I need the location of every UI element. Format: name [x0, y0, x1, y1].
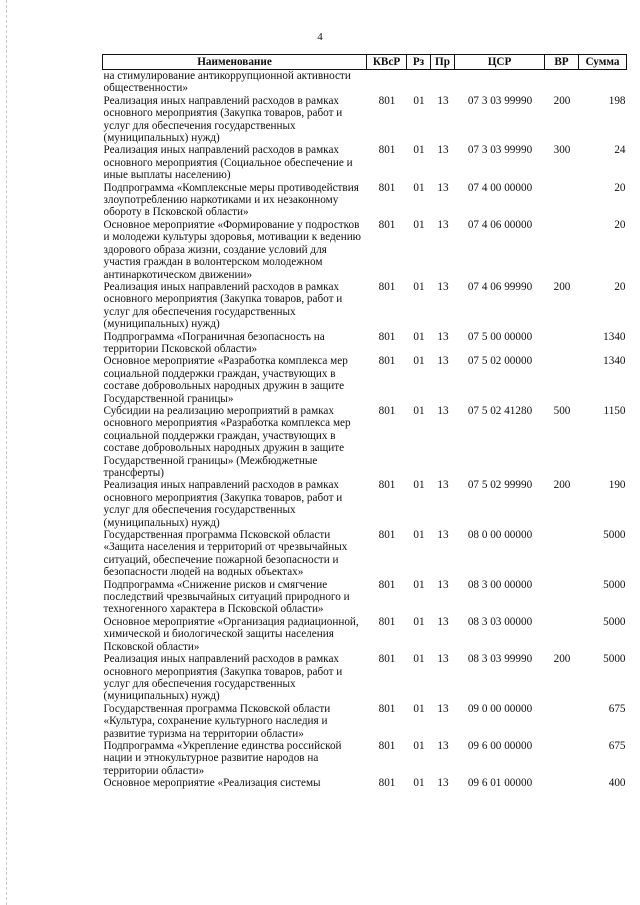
- table-row: [103, 579, 627, 616]
- row-kvsr: 801: [378, 404, 396, 417]
- row-csr: 07 5 02 41280: [467, 404, 533, 417]
- table-row: [103, 281, 627, 331]
- table-row: [103, 740, 627, 777]
- row-kvsr: 801: [378, 181, 396, 194]
- row-pr: 13: [437, 94, 449, 107]
- row-kvsr: 801: [378, 144, 396, 157]
- row-rz: 01: [413, 529, 425, 542]
- row-pr: 13: [437, 529, 449, 542]
- row-csr: 07 5 02 00000: [467, 355, 533, 368]
- row-csr: 09 6 01 00000: [467, 777, 533, 790]
- row-kvsr: 801: [378, 653, 396, 666]
- row-pr: 13: [437, 479, 449, 492]
- table-body: [103, 70, 627, 790]
- row-kvsr: 801: [378, 777, 396, 790]
- row-name: Основное мероприятие «Организация радиационной, химической и биологической защиты населения Псковской области»: [103, 615, 359, 653]
- row-csr: 07 5 00 00000: [467, 330, 533, 343]
- table-row: [103, 219, 627, 281]
- row-sum: 1340: [603, 355, 626, 368]
- row-pr: 13: [437, 218, 449, 231]
- row-sum: 24: [614, 144, 626, 157]
- row-vr: 200: [553, 280, 571, 293]
- row-csr: 07 4 06 00000: [467, 218, 533, 231]
- row-name: на стимулирование антикоррупционной активности общественности»: [103, 70, 351, 95]
- row-rz: 01: [413, 479, 425, 492]
- row-csr: [455, 70, 545, 95]
- row-csr: 07 4 00 00000: [467, 181, 533, 194]
- table-row: [103, 777, 627, 789]
- row-vr: 200: [553, 479, 571, 492]
- row-kvsr: 801: [378, 218, 396, 231]
- row-pr: 13: [437, 653, 449, 666]
- row-name: Реализация иных направлений расходов в рамках основного мероприятия (Закупка товаров, работ и услуг для обеспечения государственных (муниципальных) нужд): [103, 94, 343, 145]
- row-sum: 190: [608, 479, 626, 492]
- row-csr: 08 3 00 00000: [467, 578, 533, 591]
- table-row: [103, 529, 627, 579]
- row-rz: 01: [413, 144, 425, 157]
- table-row: [103, 355, 627, 405]
- table-row: [103, 479, 627, 529]
- row-name: Реализация иных направлений расходов в рамках основного мероприятия (Закупка товаров, работ и услуг для обеспечения государственных (муниципальных) нужд): [103, 653, 343, 703]
- row-sum: 5000: [603, 653, 626, 666]
- table-row: [103, 405, 627, 479]
- row-sum: 5000: [603, 529, 626, 542]
- page-edge-line: [6, 0, 7, 905]
- row-name: Основное мероприятие «Формирование у подростков и молодежи культуры здоровья, мотивации к ведению здорового образа жизни, создание условий для участия граждан в волонтерском молодежном антинаркотическом движении»: [103, 218, 362, 281]
- row-rz: 01: [413, 218, 425, 231]
- row-name: Подпрограмма «Укрепление единства российской нации и этнокультурное развитие народов на территории области»: [103, 739, 342, 777]
- row-kvsr: 801: [378, 330, 396, 343]
- header-kvsr: КВсР: [367, 55, 407, 70]
- row-rz: 01: [413, 355, 425, 368]
- row-vr: 200: [553, 653, 571, 666]
- header-vr: ВР: [545, 55, 579, 70]
- row-pr: 13: [437, 739, 449, 752]
- row-sum: 198: [608, 94, 626, 107]
- row-pr: 13: [437, 181, 449, 194]
- header-csr: ЦСР: [455, 55, 545, 70]
- table-row: [103, 616, 627, 653]
- row-kvsr: [367, 70, 407, 95]
- row-csr: 07 5 02 99990: [467, 479, 533, 492]
- row-rz: 01: [413, 777, 425, 790]
- row-name: Основное мероприятие «Разработка комплекса мер социальной поддержки граждан, участвующих в составе добровольных народных дружин в защите Государственной границы»: [103, 355, 348, 405]
- row-rz: 01: [413, 739, 425, 752]
- row-vr: [545, 616, 579, 653]
- row-csr: 09 6 00 00000: [467, 739, 533, 752]
- row-sum: [579, 70, 627, 95]
- row-vr: [545, 182, 579, 219]
- row-rz: 01: [413, 702, 425, 715]
- row-csr: 09 0 00 00000: [467, 702, 533, 715]
- row-pr: 13: [437, 355, 449, 368]
- row-pr: [431, 70, 455, 95]
- row-kvsr: 801: [378, 578, 396, 591]
- row-vr: 300: [553, 144, 571, 157]
- row-name: Реализация иных направлений расходов в рамках основного мероприятия (Социальное обеспечение и иные выплаты населению): [103, 144, 353, 182]
- row-vr: [545, 740, 579, 777]
- row-vr: [545, 331, 579, 356]
- row-sum: 20: [614, 280, 626, 293]
- row-csr: 08 3 03 99990: [467, 653, 533, 666]
- table-row: [103, 703, 627, 740]
- row-kvsr: 801: [378, 529, 396, 542]
- table-row: [103, 653, 627, 703]
- table-row: [103, 331, 627, 356]
- row-pr: 13: [437, 330, 449, 343]
- row-rz: 01: [413, 330, 425, 343]
- row-pr: 13: [437, 777, 449, 790]
- row-rz: 01: [413, 181, 425, 194]
- row-csr: 08 3 03 00000: [467, 615, 533, 628]
- header-pr: Пр: [431, 55, 455, 70]
- row-rz: 01: [413, 404, 425, 417]
- row-pr: 13: [437, 702, 449, 715]
- row-rz: 01: [413, 578, 425, 591]
- row-sum: 400: [608, 777, 626, 790]
- row-kvsr: 801: [378, 94, 396, 107]
- row-vr: [545, 70, 579, 95]
- row-kvsr: 801: [378, 615, 396, 628]
- row-sum: 5000: [603, 615, 626, 628]
- row-sum: 1150: [603, 404, 626, 417]
- row-vr: [545, 219, 579, 281]
- row-name: Подпрограмма «Пограничная безопасность на территории Псковской области»: [103, 330, 325, 355]
- row-sum: 20: [614, 218, 626, 231]
- row-pr: 13: [437, 615, 449, 628]
- row-vr: [545, 579, 579, 616]
- row-vr: 500: [553, 404, 571, 417]
- row-kvsr: 801: [378, 739, 396, 752]
- header-sum: Сумма: [579, 55, 627, 70]
- row-vr: [545, 355, 579, 405]
- row-csr: 08 0 00 00000: [467, 529, 533, 542]
- row-name: Подпрограмма «Комплексные меры противодействия злоупотреблению наркотиками и их незаконному обороту в Псковской области»: [103, 181, 359, 219]
- row-rz: 01: [413, 615, 425, 628]
- table-row: [103, 144, 627, 181]
- row-vr: [545, 777, 579, 789]
- row-kvsr: 801: [378, 702, 396, 715]
- table-row: [103, 182, 627, 219]
- row-kvsr: 801: [378, 479, 396, 492]
- row-sum: 675: [608, 739, 626, 752]
- row-csr: 07 3 03 99990: [467, 94, 533, 107]
- table-row: [103, 70, 627, 95]
- row-sum: 675: [608, 702, 626, 715]
- row-name: Реализация иных направлений расходов в рамках основного мероприятия (Закупка товаров, работ и услуг для обеспечения государственных (муниципальных) нужд): [103, 280, 343, 331]
- row-sum: 5000: [603, 578, 626, 591]
- header-name: Наименование: [103, 55, 367, 70]
- row-kvsr: 801: [378, 280, 396, 293]
- table-row: [103, 95, 627, 145]
- budget-table: [102, 54, 627, 790]
- row-rz: [407, 70, 431, 95]
- row-vr: [545, 703, 579, 740]
- row-rz: 01: [413, 653, 425, 666]
- row-vr: [545, 529, 579, 579]
- row-sum: 20: [614, 181, 626, 194]
- row-pr: 13: [437, 280, 449, 293]
- row-name: Государственная программа Псковской области «Защита населения и территорий от чрезвычайных ситуаций, обеспечение пожарной безопасности и безопасности людей на водных объектах»: [103, 529, 348, 579]
- row-name: Основное мероприятие «Реализация системы: [103, 777, 321, 790]
- row-pr: 13: [437, 404, 449, 417]
- row-vr: 200: [553, 94, 571, 107]
- row-csr: 07 4 06 99990: [467, 280, 533, 293]
- row-rz: 01: [413, 94, 425, 107]
- row-pr: 13: [437, 578, 449, 591]
- row-name: Реализация иных направлений расходов в рамках основного мероприятия (Закупка товаров, работ и услуг для обеспечения государственных (муниципальных) нужд): [103, 479, 343, 529]
- page-number: 4: [317, 31, 323, 43]
- table-header-row: [103, 55, 627, 70]
- row-name: Государственная программа Псковской области «Культура, сохранение культурного наследия и развитие туризма на территории области»: [103, 702, 331, 740]
- row-name: Подпрограмма «Снижение рисков и смягчение последствий чрезвычайных ситуаций природного и техногенного характера в Псковской области»: [103, 578, 350, 616]
- row-sum: 1340: [603, 330, 626, 343]
- row-csr: 07 3 03 99990: [467, 144, 533, 157]
- row-rz: 01: [413, 280, 425, 293]
- header-rz: Рз: [407, 55, 431, 70]
- row-kvsr: 801: [378, 355, 396, 368]
- row-name: Субсидии на реализацию мероприятий в рамках основного мероприятия «Разработка комплекса мер социальной поддержки граждан, участвующих в составе добровольных народных дружин в защите Государственной границы» (Межбюджетные трансферты): [103, 404, 351, 479]
- row-pr: 13: [437, 144, 449, 157]
